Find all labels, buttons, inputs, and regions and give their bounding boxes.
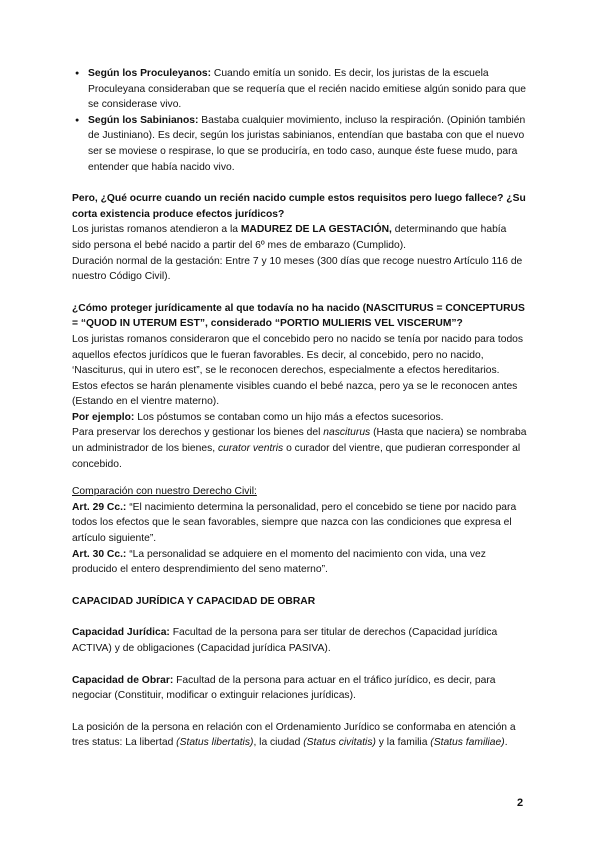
paragraph: Los juristas romanos consideraron que el concebido pero no nacido se tenía por nacido para todos aquellos efectos jurídicos que le fueran favorables. Es decir, al concebido, pero no nacido, ‘Nasciturus, qui in utero est”, se le reconocen derechos, especialmente a efectos hereditarios.	[72, 333, 524, 377]
article-label: Art. 30 Cc.:	[72, 548, 127, 560]
paragraph: Duración normal de la gestación: Entre 7 y 10 meses (300 días que recoge nuestro Artículo 116 de nuestro Código Civil).	[72, 255, 523, 283]
paragraph	[72, 410, 528, 426]
italic-span: (Status civitatis)	[303, 737, 376, 749]
text-span: La posición de la persona en relación con el Ordenamiento Jurídico se conformaba en atención a tres status: La libertad	[72, 721, 516, 749]
question-heading: Pero, ¿Qué ocurre cuando un recién nacido cumple estos requisitos pero luego fallece? ¿Su corta existencia produce efectos jurídicos?	[72, 193, 526, 220]
text-span: Para preservar los derechos y gestionar los bienes del	[72, 427, 324, 439]
text-span: Los juristas romanos atendieron a la	[72, 224, 241, 236]
italic-span: (Status familiae)	[430, 737, 505, 749]
italic-span: nasciturus	[323, 427, 371, 439]
paragraph	[72, 625, 528, 656]
text-span: y la familia	[375, 737, 431, 749]
page-number: 2	[517, 797, 524, 809]
comparison-title: Comparación con nuestro Derecho Civil:	[72, 486, 257, 498]
bold-span: Por ejemplo:	[72, 411, 135, 423]
text-span: .	[504, 737, 508, 749]
bullet-list	[72, 66, 528, 175]
bullet-term: Según los Sabinianos:	[88, 114, 199, 126]
paragraph	[72, 720, 528, 751]
paragraph: Estos efectos se harán plenamente visibles cuando el bebé nazca, pero ya se le reconocen antes (Estando en el vientre materno).	[72, 380, 518, 408]
bold-span: MADUREZ DE LA GESTACIÓN,	[240, 224, 392, 236]
bullet-term: Según los Proculeyanos:	[88, 68, 212, 79]
text-span: o curador del vientre, que pudieran corresponder al concebido.	[72, 443, 521, 470]
list-item	[72, 113, 528, 175]
text-span: Facultad de la persona para actuar en el tráfico jurídico, es decir, para negociar (Constituir, modificar o extinguir relaciones jurídicas).	[72, 674, 496, 702]
text-span: “La personalidad se adquiere en el momento del nacimiento con vida, una vez producido el entero desprendimiento del seno materno”.	[72, 548, 486, 576]
bullet-text: Bastaba cualquier movimiento, incluso la respiración. (Opinión también de Justiniano). Es decir, según los juristas sabinianos, entendían que bastaba con que el nuevo ser se moviese o respirase, lo que se produciría, en todo caso, aunque éste fuese mudo, para entender que había nacido vivo.	[88, 114, 526, 173]
bullet-text: Cuando emitía un sonido. Es decir, los juristas de la escuela Proculeyana consideraban que se requería que el recién nacido emitiese algún sonido para que se considerase vivo.	[88, 68, 526, 111]
section-heading: CAPACIDAD JURÍDICA Y CAPACIDAD DE OBRAR	[72, 595, 316, 607]
article-label: Art. 29 Cc.:	[72, 501, 127, 513]
list-item	[72, 66, 528, 113]
text-span: (Hasta que naciera) se nombraba un administrador de los bienes,	[72, 427, 527, 455]
italic-span: (Status libertatis)	[176, 737, 254, 749]
paragraph	[72, 500, 528, 547]
question-heading: ¿Cómo proteger jurídicamente al que todavía no ha nacido (NASCITURUS = CONCEPTURUS = “QUOD IN UTERUM EST”, considerado “PORTIO MULIERIS VEL VISCERUM”?	[72, 302, 525, 330]
text-span: , la ciudad	[253, 737, 304, 749]
paragraph	[72, 547, 528, 578]
paragraph	[72, 222, 528, 253]
bold-span: Capacidad de Obrar:	[72, 674, 174, 686]
text-span: determinando que había sido persona el bebé nacido a partir del 6º mes de embarazo (Cumplido).	[72, 224, 507, 251]
text-span: Los póstumos se contaban como un hijo más a efectos sucesorios.	[134, 411, 444, 423]
paragraph	[72, 425, 528, 472]
text-span: “El nacimiento determina la personalidad, pero el concebido se tiene por nacido para todos los efectos que le sean favorables, siempre que nazca con las condiciones que expresa el artículo siguiente”.	[72, 501, 517, 545]
bold-span: Capacidad Jurídica:	[72, 627, 170, 639]
italic-span: curator ventris	[217, 443, 284, 455]
document-page	[72, 66, 528, 751]
text-span: Facultad de la persona para ser titular de derechos (Capacidad jurídica ACTIVA) y de obligaciones (Capacidad jurídica PASIVA).	[72, 627, 498, 654]
paragraph	[72, 673, 528, 704]
